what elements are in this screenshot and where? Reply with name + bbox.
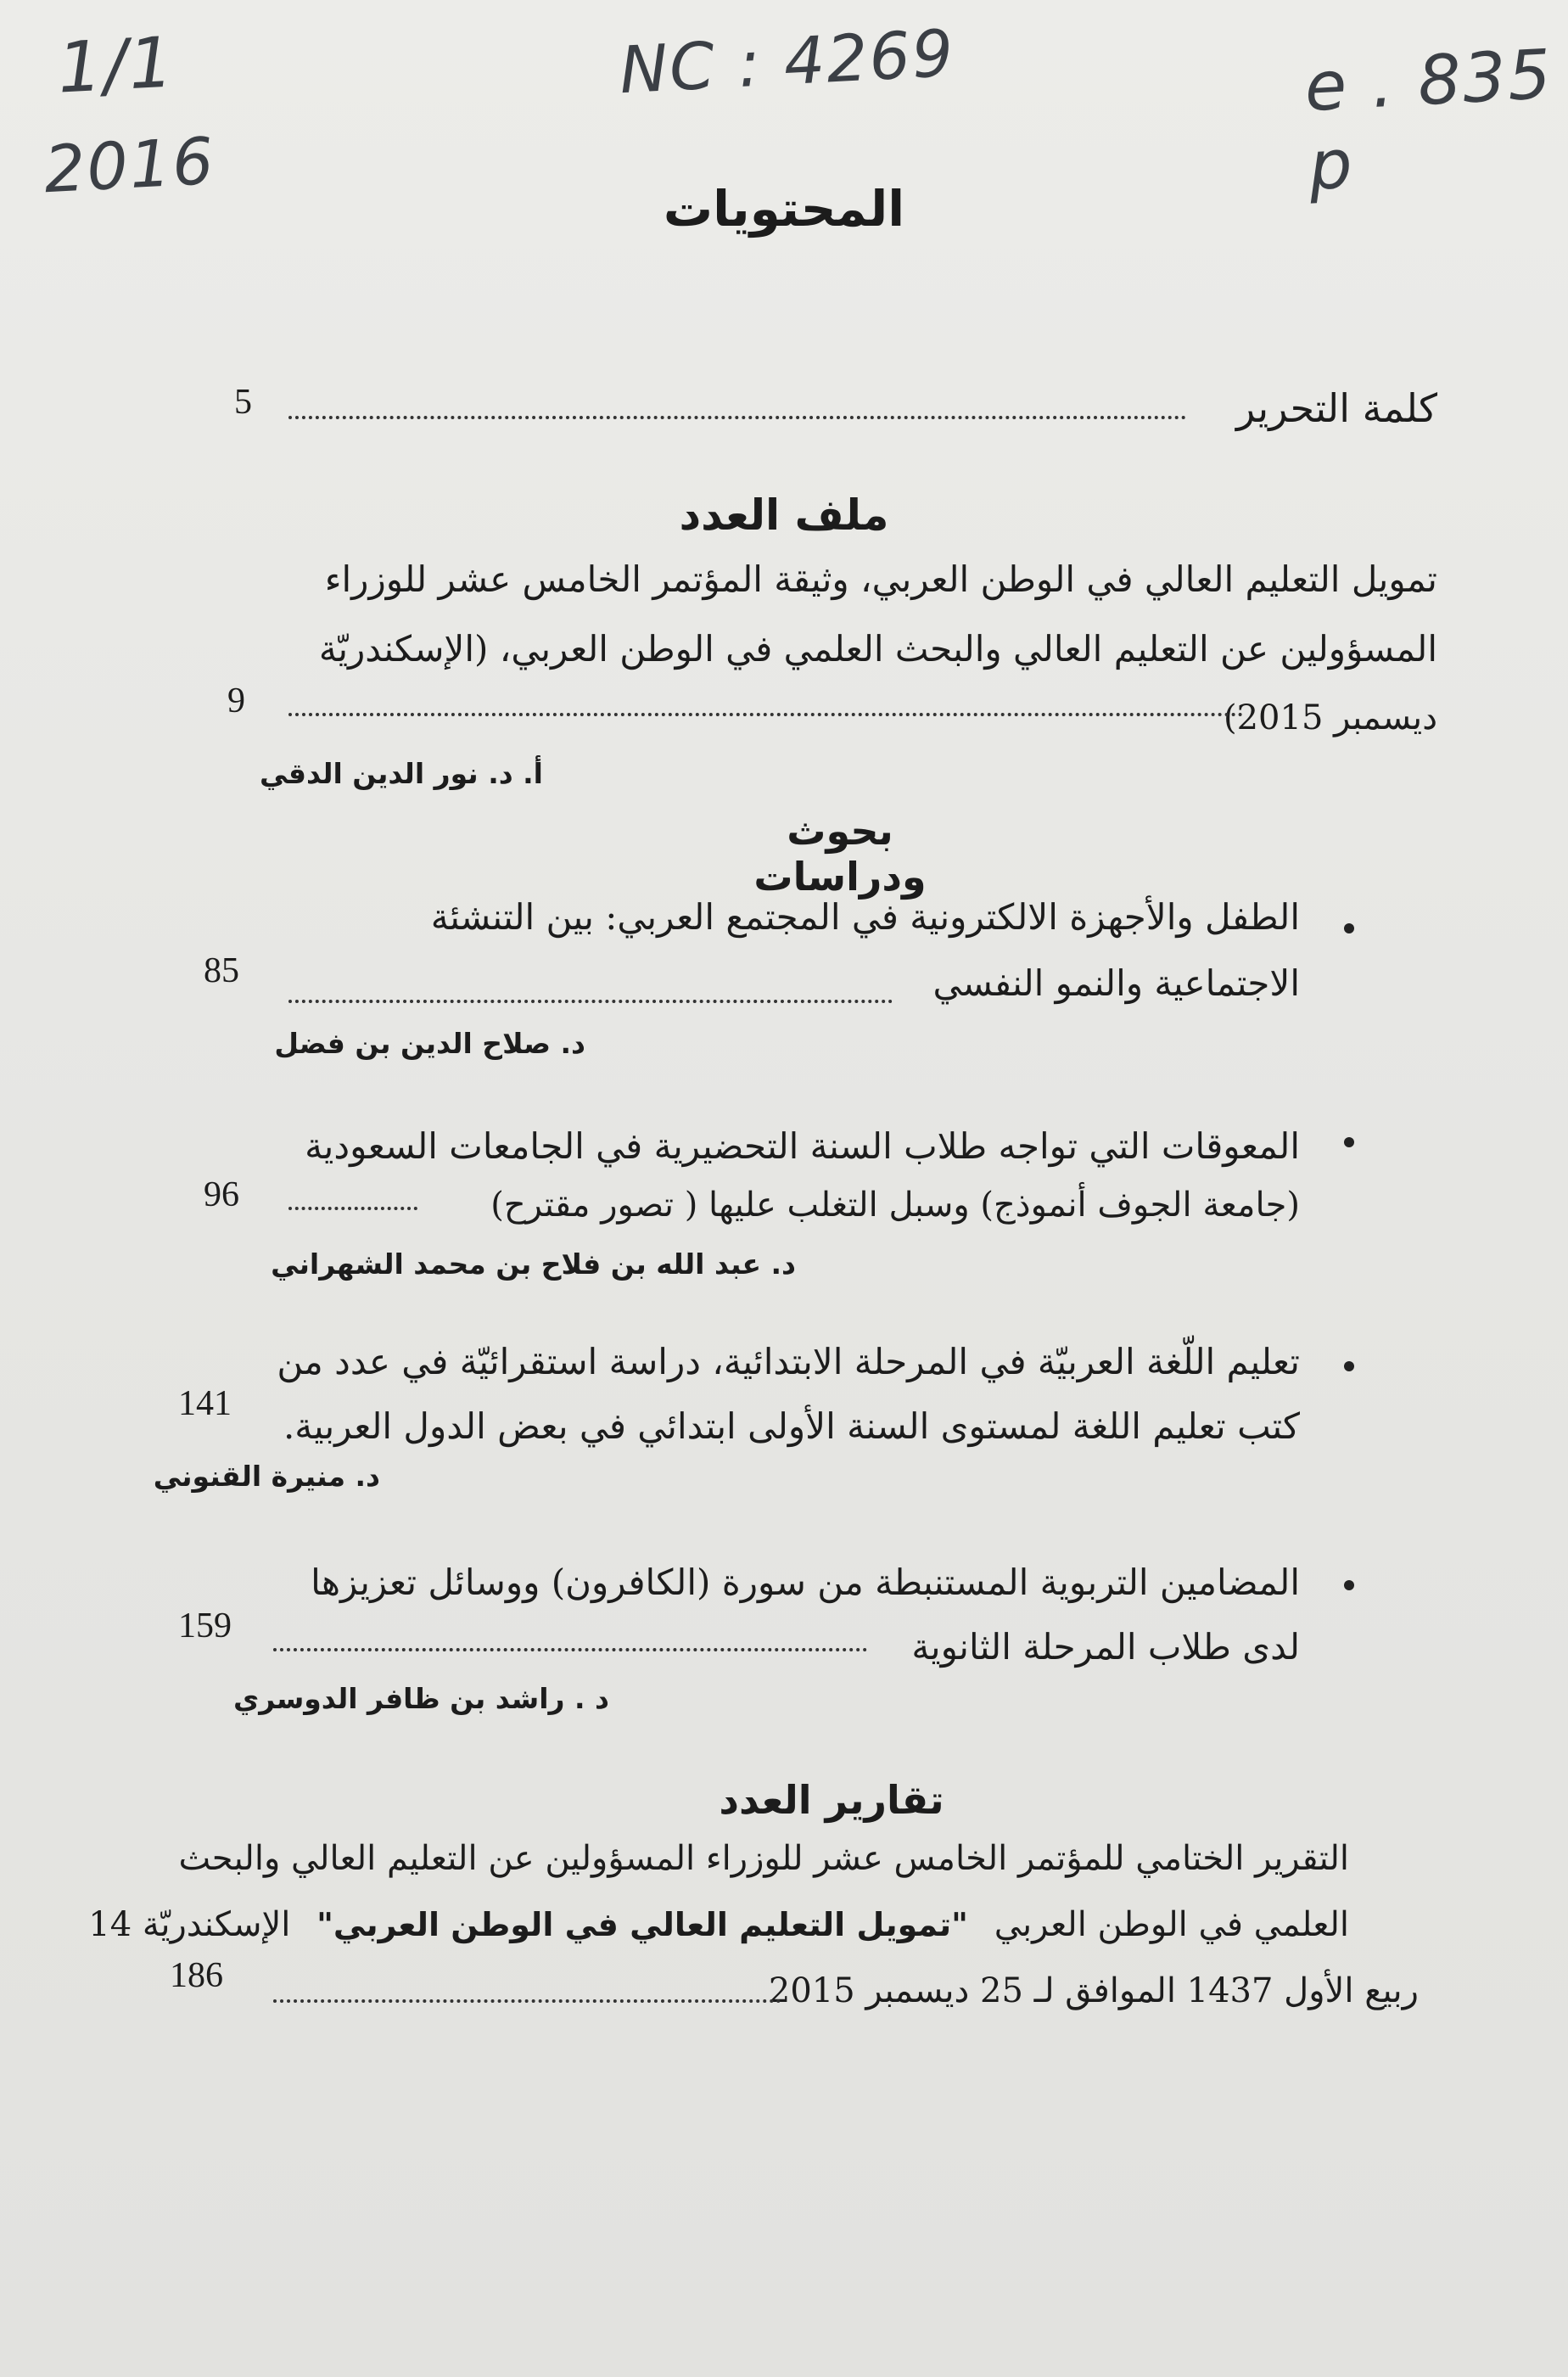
page-title: المحتويات — [663, 180, 905, 238]
reports-title-line2-c: الإسكندريّة 14 — [88, 1905, 291, 1944]
handwritten-date-year: 2016 — [42, 122, 217, 208]
reports-page-number: 186 — [170, 1956, 223, 1995]
study-3-title-line2: كتب تعليم اللغة لمستوى السنة الأولى ابتدائي في بعض الدول العربية. — [283, 1405, 1300, 1447]
reports-title-line3: ربيع الأول 1437 الموافق لـ 25 ديسمبر 2015 — [768, 1971, 1419, 2010]
handwritten-date-top: 1/1 — [55, 22, 177, 109]
handwritten-code: e . 835 p — [1302, 34, 1555, 205]
reports-heading: تقارير العدد — [719, 1777, 944, 1823]
editorial-page-number: 5 — [234, 383, 252, 422]
study-3-page-number: 141 — [178, 1384, 232, 1423]
study-4-author: د . راشد بن ظافر الدوسري — [233, 1682, 609, 1715]
study-1-leader-dots — [288, 1000, 893, 1003]
study-2-author: د. عبد الله بن فلاح بن محمد الشهراني — [271, 1247, 796, 1281]
study-4-page-number: 159 — [178, 1606, 232, 1645]
issue-file-author: أ. د. نور الدين الدقي — [260, 757, 543, 790]
study-2-title-line2: (جامعة الجوف أنموذج) وسبل التغلب عليها ( تصور مقترح) — [490, 1186, 1300, 1225]
editorial-label: كلمة التحرير — [1236, 385, 1437, 431]
study-4-title-line1: المضامين التربوية المستنبطة من سورة (الكافرون) ووسائل تعزيزها — [311, 1561, 1300, 1603]
reports-leader-dots — [273, 1999, 781, 2003]
issue-file-page-number: 9 — [227, 681, 245, 720]
study-3-author: د. منيرة القنوني — [153, 1460, 380, 1493]
handwritten-nc-number: NC : 4269 — [617, 14, 957, 109]
issue-file-title-line1: تمويل التعليم العالي في الوطن العربي، وثيقة المؤتمر الخامس عشر للوزراء — [324, 558, 1437, 600]
study-3-title-line1: تعليم اللّغة العربيّة في المرحلة الابتدائية، دراسة استقرائيّة في عدد من — [277, 1341, 1300, 1382]
issue-file-heading: ملف العدد — [679, 491, 889, 540]
reports-title-line2-b: "تمويل التعليم العالي في الوطن العربي" — [316, 1906, 968, 1943]
study-4-leader-dots — [273, 1648, 867, 1651]
study-2-title-line1: المعوقات التي تواجه طلاب السنة التحضيرية في الجامعات السعودية — [305, 1125, 1300, 1167]
study-4-title-line2: لدى طلاب المرحلة الثانوية — [911, 1626, 1300, 1668]
study-1-title-line1: الطفل والأجهزة الالكترونية في المجتمع العربي: بين التنشئة — [430, 896, 1300, 938]
editorial-leader-dots — [288, 416, 1186, 419]
issue-file-title-line2: المسؤولين عن التعليم العالي والبحث العلمي في الوطن العربي، (الإسكندريّة — [318, 628, 1437, 670]
study-2-bullet — [1344, 1137, 1354, 1147]
study-2-page-number: 96 — [204, 1175, 239, 1214]
study-4-bullet — [1344, 1580, 1354, 1590]
study-3-bullet — [1344, 1361, 1354, 1371]
study-1-title-line2: الاجتماعية والنمو النفسي — [932, 962, 1300, 1004]
studies-heading: بحوث ودراسات — [753, 808, 927, 900]
study-1-bullet — [1344, 923, 1354, 933]
reports-title-line2-a: العلمي في الوطن العربي — [994, 1905, 1349, 1944]
study-1-author: د. صلاح الدين بن فضل — [274, 1027, 585, 1060]
study-2-leader-dots — [288, 1207, 417, 1210]
reports-title-line2 — [88, 1905, 1349, 1944]
issue-file-title-line3: ديسمبر 2015) — [1223, 698, 1437, 737]
issue-file-leader-dots — [288, 713, 1243, 716]
reports-title-line1: التقرير الختامي للمؤتمر الخامس عشر للوزراء المسؤولين عن التعليم العالي والبحث — [178, 1839, 1349, 1878]
study-1-page-number: 85 — [204, 951, 239, 990]
